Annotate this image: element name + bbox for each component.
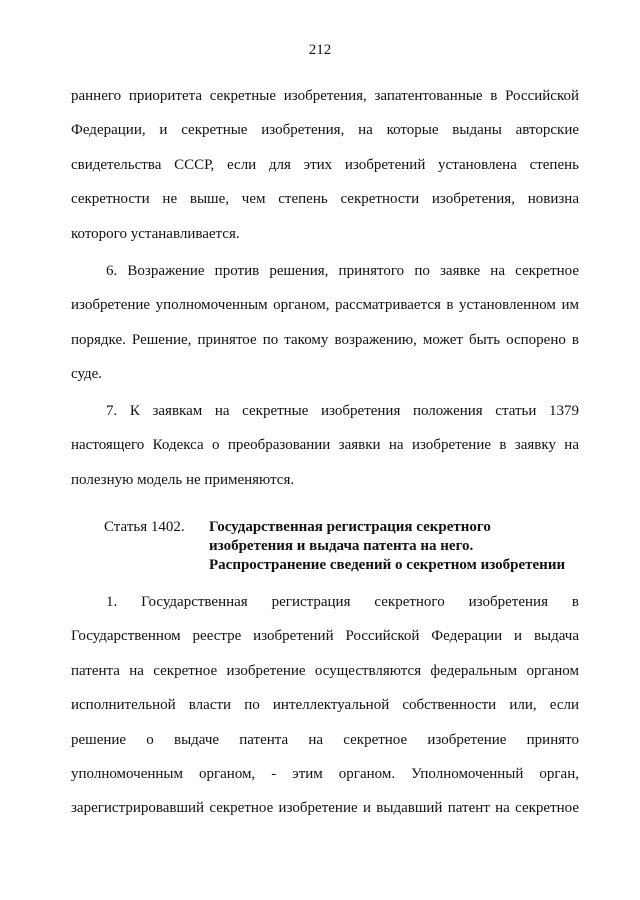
text-line: которого устанавливается. bbox=[71, 225, 240, 242]
text-line: уполномоченным органом, - этим органом. Уполномоченный орган, bbox=[71, 765, 579, 782]
text-line: 6. Возражение против решения, принятого по заявке на секретное bbox=[106, 263, 579, 279]
text-line: суде. bbox=[71, 366, 103, 383]
page-number: 212 bbox=[308, 42, 332, 58]
article-number: Статья 1402. bbox=[104, 519, 185, 535]
paragraph-1 bbox=[71, 585, 579, 826]
text-line: зарегистрировавший секретное изобретение и выдавший патент на секретное bbox=[71, 800, 579, 817]
text-line: Государственном реестре изобретений Российской Федерации и выдача bbox=[71, 628, 579, 645]
text-line: 1. Государственная регистрация секретного изобретения в bbox=[106, 594, 579, 610]
text-line: полезную модель не применяются. bbox=[71, 471, 295, 488]
paragraph-7 bbox=[71, 394, 579, 497]
text-line: настоящего Кодекса о преобразовании заявки на изобретение в заявку на bbox=[71, 437, 579, 454]
text-line: раннего приоритета секретные изобретения, запатентованные в Российской bbox=[71, 88, 579, 104]
text-line: Федерации, и секретные изобретения, на которые выданы авторские bbox=[71, 122, 579, 139]
article-title-line: Распространение сведений о секретном изобретении bbox=[209, 557, 566, 573]
text-line: решение о выдаче патента на секретное изобретение принято bbox=[71, 731, 579, 748]
text-line: 7. К заявкам на секретные изобретения положения статьи 1379 bbox=[106, 403, 579, 419]
text-line: изобретение уполномоченным органом, рассматривается в установленном им bbox=[71, 297, 579, 314]
text-line: патента на секретное изобретение осуществляются федеральным органом bbox=[71, 662, 579, 679]
article-title bbox=[209, 518, 589, 575]
paragraph-continuation bbox=[71, 79, 579, 251]
text-line: порядке. Решение, принятое по такому возражению, может быть оспорено в bbox=[71, 331, 579, 348]
article-title-line: изобретения и выдача патента на него. bbox=[209, 538, 474, 554]
text-line: секретности не выше, чем степень секретности изобретения, новизна bbox=[71, 191, 579, 208]
paragraph-6 bbox=[71, 254, 579, 392]
text-line: исполнительной власти по интеллектуальной собственности или, если bbox=[71, 697, 579, 714]
article-title-line: Государственная регистрация секретного bbox=[209, 519, 491, 535]
text-line: свидетельства СССР, если для этих изобретений установлена степень bbox=[71, 156, 579, 173]
